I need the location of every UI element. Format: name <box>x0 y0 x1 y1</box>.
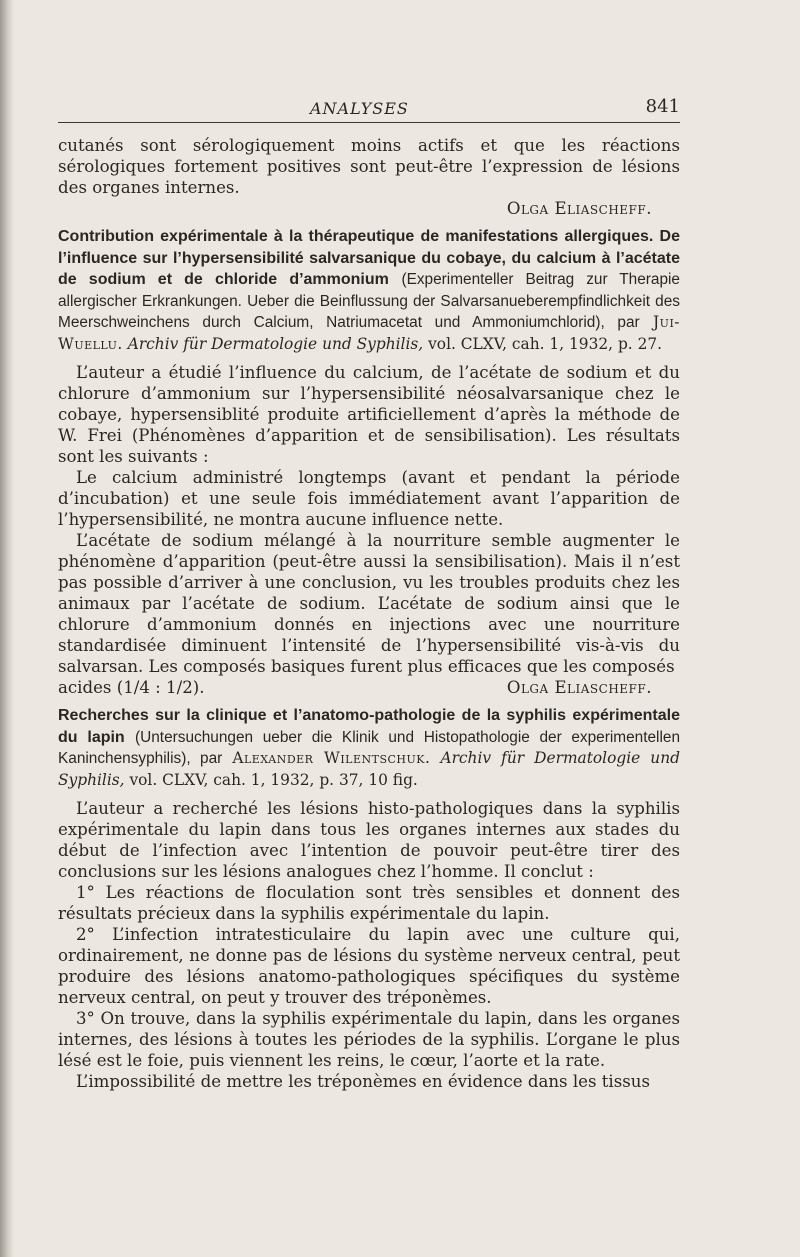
article-heading <box>58 705 680 790</box>
article-title: Contribution expérimentale à la thérapeutique de manifestations allergiques. De l’influence sur l’hypersensibilité salvarsanique du cobaye, du calcium à l’acétate de sodium et de chloride d’ammonium <box>58 228 680 288</box>
body-paragraph: 2° L’infection intratesticulaire du lapin avec une culture qui, ordinairement, ne donne pas de lésions du système nerveux central, peut produire des lésions anatomo-pathologiques spécifiques du système nerveux central, on peut y trouver des tréponèmes. <box>58 925 680 1007</box>
running-header <box>58 96 680 123</box>
article-title: Recherches sur la clinique et l’anatomo-pathologie de la syphilis expérimentale du lapin <box>58 707 680 746</box>
document-page <box>58 96 680 1092</box>
body-paragraph: Le calcium administré longtemps (avant et pendant la période d’incubation) et une seule fois immédiatement avant l’apparition de l’hypersensibilité, ne montra aucune influence nette. <box>58 468 680 529</box>
article-author: Jui-Wuellu. <box>58 313 680 353</box>
journal-reference: vol. CLXV, cah. 1, 1932, p. 27. <box>428 334 663 353</box>
article-heading <box>58 226 680 354</box>
signature-line <box>58 677 680 698</box>
signature: Olga Eliascheff. <box>506 199 652 218</box>
journal-name: Archiv für Dermatologie und Syphilis, <box>58 749 680 789</box>
page-binding-edge <box>0 0 14 1257</box>
continuation-paragraph: cutanés sont sérologiquement moins actifs et que les réactions sérologiques fortement positives sont peut-être l’expression de lésions des organes internes. <box>58 136 680 197</box>
body-paragraph: 3° On trouve, dans la syphilis expérimentale du lapin, dans les organes internes, des lésions à toutes les périodes de la syphilis. L’organe le plus lésé est le foie, puis viennent les reins, le cœur, l’aorte et la rate. <box>58 1009 680 1070</box>
signature: Olga Eliascheff. <box>506 678 652 697</box>
journal-name: Archiv für Dermatologie und Syphilis, <box>127 334 424 353</box>
body-paragraph: 1° Les réactions de floculation sont très sensibles et donnent des résultats précieux dans la syphilis expérimentale du lapin. <box>58 883 680 923</box>
original-title: (Experimenteller Beitrag zur Therapie allergischer Erkrankungen. Ueber die Beinflussung der Salvarsanueberempfindlichkeit des Meerschweinchens durch Calcium, Natriumacetat und Ammoniumchlorid), par <box>58 271 680 331</box>
page-number: 841 <box>645 96 680 117</box>
journal-reference: vol. CLXV, cah. 1, 1932, p. 37, 10 fig. <box>129 770 418 789</box>
signature-line <box>58 198 680 219</box>
article-author: Alexander Wilentschuk. <box>232 749 431 767</box>
body-paragraph: L’auteur a recherché les lésions histo-pathologiques dans la syphilis expérimentale du lapin dans tous les organes internes aux stades du début de l’infection avec l’intention de pouvoir peut-être tirer des conclusions sur les lésions analogues chez l’homme. Il conclut : <box>58 799 680 881</box>
running-title: ANALYSES <box>310 99 409 118</box>
body-paragraph: L’acétate de sodium mélangé à la nourriture semble augmenter le phénomène d’apparition (peut-être aussi la sensibilisation). Mais il n’est pas possible d’arriver à une conclusion, vu les troubles produits chez les animaux par l’acétate de sodium. L’acétate de sodium ainsi que le chlorure d’ammonium donnés en injections avec une nourriture standardisée diminuent l’intensité de l’hypersensibilité vis-à-vis du salvarsan. Les composés basiques furent plus efficaces que les composés <box>58 531 680 676</box>
body-paragraph: L’impossibilité de mettre les tréponèmes en évidence dans les tissus <box>76 1072 650 1091</box>
body-paragraph: L’auteur a étudié l’influence du calcium, de l’acétate de sodium et du chlorure d’ammonium sur l’hypersensibilité néosalvarsanique chez le cobaye, hypersensiblité produite artificiellement d’après la méthode de W. Frei (Phénomènes d’apparition et de sensibilisation). Les résultats sont les suivants : <box>58 363 680 466</box>
closing-line: acides (1/4 : 1/2). <box>58 678 205 697</box>
original-title: (Untersuchungen ueber die Klinik und Histopathologie der experimentellen Kaninchensyphilis), par <box>58 728 680 767</box>
